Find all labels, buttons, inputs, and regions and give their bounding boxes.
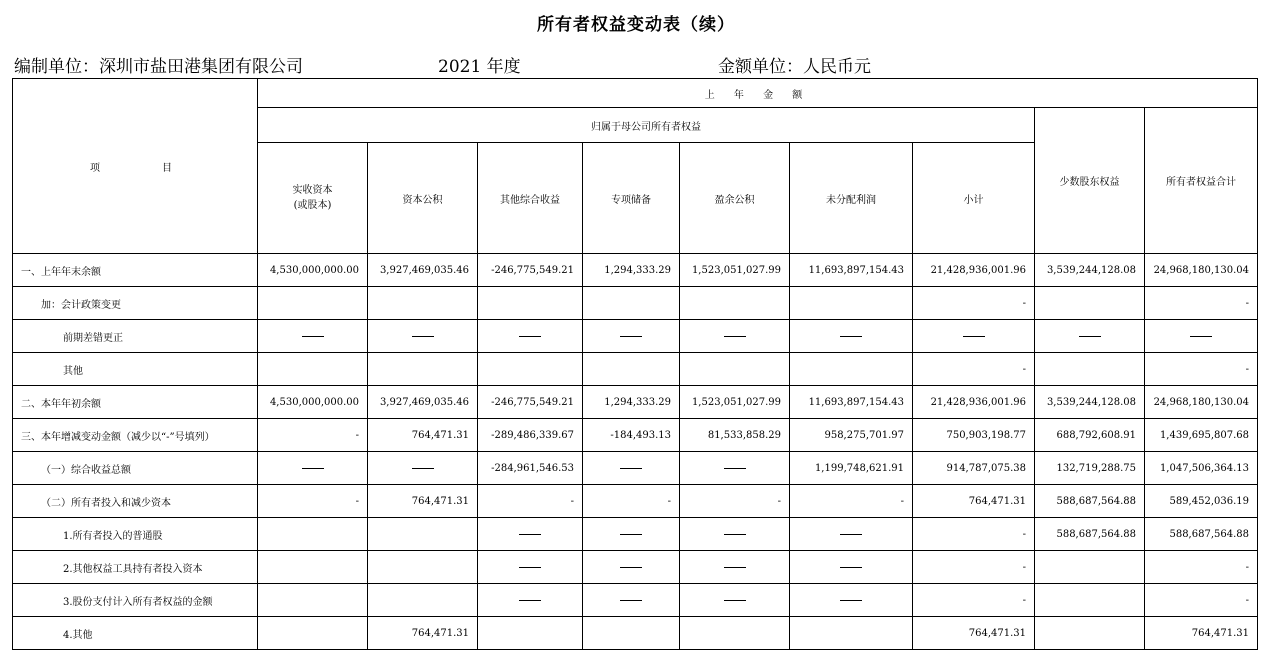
value-cell [680,353,790,386]
not-applicable-dash [840,336,862,337]
col-header-capital-reserve: 资本公积 [368,143,478,254]
value-cell: - [680,485,790,518]
item-header-label: 项 目 [90,162,180,174]
not-applicable-dash [963,336,985,337]
col-header-total-equity: 所有者权益合计 [1145,108,1258,254]
table-row [13,419,1258,452]
table-row [13,617,1258,650]
not-applicable-cell [478,584,583,617]
not-applicable-cell [583,320,680,353]
value-cell: -289,486,339.67 [478,419,583,452]
value-cell: 4,530,000,000.00 [258,254,368,287]
value-cell: - [790,485,913,518]
currency-unit: 金额单位：人民币元 [718,57,871,77]
not-applicable-dash [412,468,434,469]
not-applicable-cell [583,518,680,551]
not-applicable-cell [368,452,478,485]
not-applicable-dash [302,468,324,469]
value-cell: 3,927,469,035.46 [368,254,478,287]
value-cell: 764,471.31 [368,485,478,518]
col-header-surplus-reserve: 盈余公积 [680,143,790,254]
value-cell: - [913,353,1035,386]
period-header-label: 上 年 金 额 [704,89,811,101]
value-cell: 1,523,051,027.99 [680,254,790,287]
value-cell [790,287,913,320]
row-label: 一、上年年末余额 [13,254,258,287]
not-applicable-cell [680,584,790,617]
value-cell: 1,523,051,027.99 [680,386,790,419]
not-applicable-dash [620,336,642,337]
not-applicable-dash [302,336,324,337]
value-cell: 21,428,936,001.96 [913,386,1035,419]
table-row [13,551,1258,584]
value-cell: 1,047,506,364.13 [1145,452,1258,485]
value-cell [1035,584,1145,617]
not-applicable-cell [368,320,478,353]
page-title: 所有者权益变动表（续） [537,15,735,35]
value-cell [368,287,478,320]
value-cell: - [478,485,583,518]
value-cell [368,518,478,551]
not-applicable-dash [724,468,746,469]
table-row [13,518,1258,551]
table-row [13,485,1258,518]
value-cell: - [913,584,1035,617]
not-applicable-dash [519,600,541,601]
value-cell: 11,693,897,154.43 [790,386,913,419]
table-row [13,452,1258,485]
not-applicable-dash [620,600,642,601]
not-applicable-dash [519,567,541,568]
not-applicable-cell [680,518,790,551]
not-applicable-cell [258,320,368,353]
value-cell: - [583,485,680,518]
not-applicable-dash [724,336,746,337]
period-header [258,79,1258,108]
value-cell: 1,294,333.29 [583,386,680,419]
value-cell: -284,961,546.53 [478,452,583,485]
row-label: （二）所有者投入和减少资本 [13,485,258,518]
value-cell: 589,452,036.19 [1145,485,1258,518]
not-applicable-dash [724,600,746,601]
not-applicable-dash [840,567,862,568]
col-header-retained-earnings: 未分配利润 [790,143,913,254]
row-label: 1.所有者投入的普通股 [13,518,258,551]
value-cell: - [1145,353,1258,386]
row-label: 2.其他权益工具持有者投入资本 [13,551,258,584]
value-cell [368,353,478,386]
equity-changes-table [12,78,1258,650]
table-row [13,320,1258,353]
not-applicable-dash [620,468,642,469]
not-applicable-dash [620,534,642,535]
table-body [13,254,1258,650]
col-header-paid-in-capital-line1: 实收资本 [292,185,333,196]
not-applicable-cell [478,320,583,353]
value-cell: 764,471.31 [1145,617,1258,650]
value-cell: 914,787,075.38 [913,452,1035,485]
row-label: 二、本年年初余额 [13,386,258,419]
value-cell: - [258,419,368,452]
col-header-minority: 少数股东权益 [1035,108,1145,254]
value-cell: - [1145,551,1258,584]
value-cell [258,353,368,386]
value-cell [790,353,913,386]
value-cell: - [258,485,368,518]
value-cell [790,617,913,650]
value-cell: 3,539,244,128.08 [1035,254,1145,287]
row-label: 加：会计政策变更 [13,287,258,320]
value-cell [1035,353,1145,386]
not-applicable-cell [478,551,583,584]
not-applicable-dash [620,567,642,568]
fiscal-year: 2021 年度 [438,57,521,77]
not-applicable-cell [790,518,913,551]
value-cell: 764,471.31 [913,617,1035,650]
value-cell [368,584,478,617]
not-applicable-cell [680,551,790,584]
value-cell: 24,968,180,130.04 [1145,386,1258,419]
value-cell: 24,968,180,130.04 [1145,254,1258,287]
value-cell: -246,775,549.21 [478,386,583,419]
not-applicable-dash [724,567,746,568]
value-cell: -246,775,549.21 [478,254,583,287]
value-cell: 1,439,695,807.68 [1145,419,1258,452]
value-cell [258,617,368,650]
col-header-subtotal: 小计 [913,143,1035,254]
value-cell [258,518,368,551]
value-cell [478,287,583,320]
not-applicable-cell [1145,320,1258,353]
value-cell: - [1145,287,1258,320]
value-cell [1035,617,1145,650]
not-applicable-dash [840,600,862,601]
not-applicable-dash [412,336,434,337]
value-cell: 1,294,333.29 [583,254,680,287]
not-applicable-cell [583,452,680,485]
value-cell: 958,275,701.97 [790,419,913,452]
row-label: （一）综合收益总额 [13,452,258,485]
parent-equity-group-header: 归属于母公司所有者权益 [258,108,1035,143]
value-cell [680,617,790,650]
not-applicable-dash [840,534,862,535]
not-applicable-dash [1190,336,1212,337]
value-cell: - [913,287,1035,320]
value-cell: 1,199,748,621.91 [790,452,913,485]
value-cell: 750,903,198.77 [913,419,1035,452]
not-applicable-cell [1035,320,1145,353]
value-cell: 764,471.31 [368,617,478,650]
value-cell [368,551,478,584]
not-applicable-cell [680,320,790,353]
value-cell [258,287,368,320]
value-cell: 3,927,469,035.46 [368,386,478,419]
not-applicable-cell [680,452,790,485]
value-cell: 688,792,608.91 [1035,419,1145,452]
value-cell: 132,719,288.75 [1035,452,1145,485]
value-cell: -184,493.13 [583,419,680,452]
value-cell [478,617,583,650]
table-row [13,353,1258,386]
value-cell [583,617,680,650]
value-cell: 588,687,564.88 [1035,518,1145,551]
value-cell: 764,471.31 [368,419,478,452]
item-column-header [13,79,258,254]
value-cell: 4,530,000,000.00 [258,386,368,419]
not-applicable-cell [790,551,913,584]
table-row [13,386,1258,419]
not-applicable-dash [1079,336,1101,337]
not-applicable-cell [913,320,1035,353]
table-row [13,254,1258,287]
table-header [13,79,1258,254]
row-label: 4.其他 [13,617,258,650]
row-label: 前期差错更正 [13,320,258,353]
not-applicable-cell [478,518,583,551]
not-applicable-dash [724,534,746,535]
value-cell: 3,539,244,128.08 [1035,386,1145,419]
value-cell: 81,533,858.29 [680,419,790,452]
not-applicable-dash [519,534,541,535]
col-header-oci: 其他综合收益 [478,143,583,254]
not-applicable-cell [258,452,368,485]
col-header-paid-in-capital-line2: (或股本) [293,200,332,211]
row-label: 三、本年增减变动金额（减少以“-”号填列） [13,419,258,452]
value-cell [258,584,368,617]
value-cell [1035,287,1145,320]
value-cell: 764,471.31 [913,485,1035,518]
value-cell [478,353,583,386]
value-cell [1035,551,1145,584]
table-row [13,584,1258,617]
value-cell [680,287,790,320]
col-header-special-reserve: 专项储备 [583,143,680,254]
not-applicable-cell [583,551,680,584]
row-label: 其他 [13,353,258,386]
value-cell: 588,687,564.88 [1035,485,1145,518]
not-applicable-cell [583,584,680,617]
table-row [13,287,1258,320]
value-cell: - [913,551,1035,584]
value-cell: - [1145,584,1258,617]
row-label: 3.股份支付计入所有者权益的金额 [13,584,258,617]
not-applicable-cell [790,320,913,353]
value-cell: - [913,518,1035,551]
value-cell [583,287,680,320]
value-cell [583,353,680,386]
col-header-paid-in-capital [258,143,368,254]
value-cell: 11,693,897,154.43 [790,254,913,287]
not-applicable-cell [790,584,913,617]
reporting-entity: 编制单位：深圳市盐田港集团有限公司 [14,57,303,77]
value-cell [258,551,368,584]
value-cell: 21,428,936,001.96 [913,254,1035,287]
not-applicable-dash [519,336,541,337]
value-cell: 588,687,564.88 [1145,518,1258,551]
